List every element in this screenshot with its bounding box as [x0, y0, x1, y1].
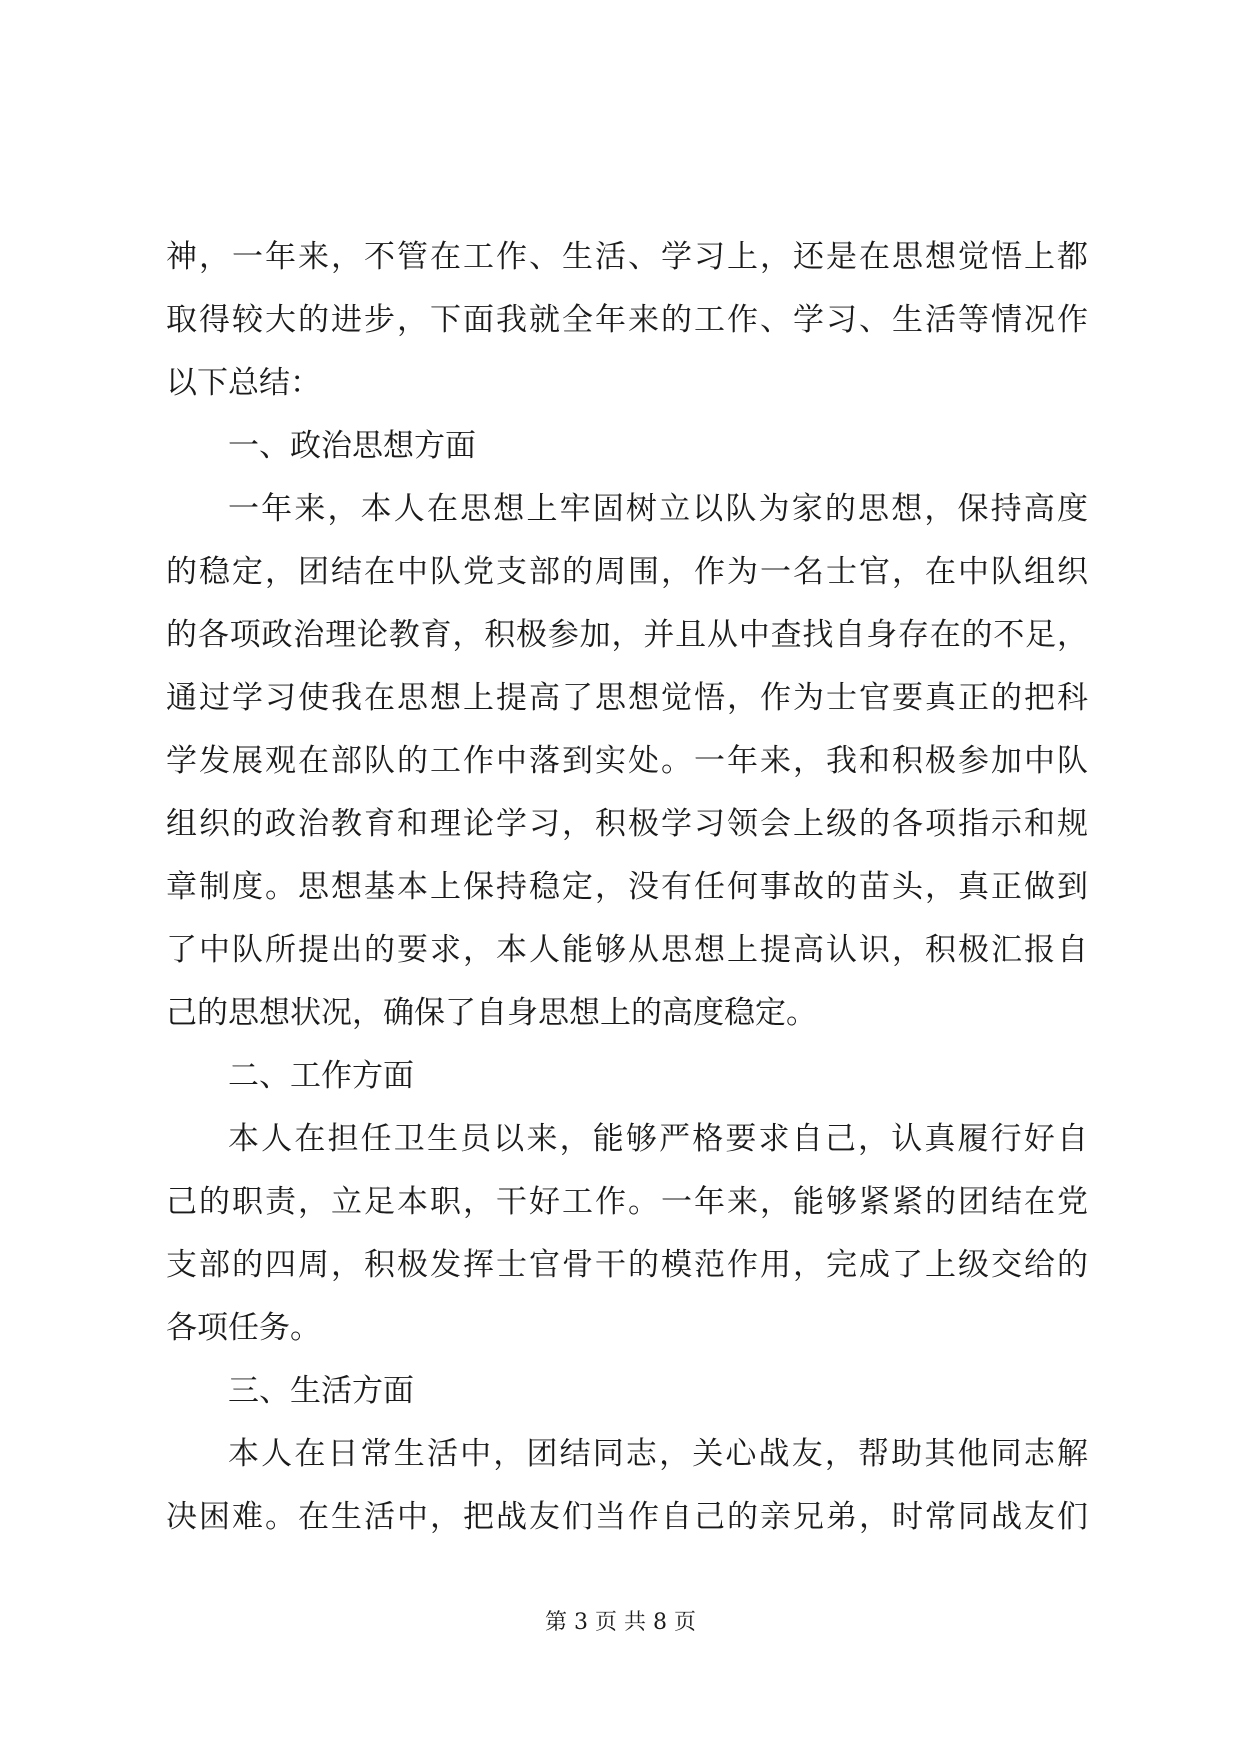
text-line: 神，一年来，不管在工作、生活、学习上，还是在思想觉悟上都 [166, 239, 1088, 275]
section-heading [166, 415, 1088, 478]
text-line: 本人在日常生活中，团结同志，关心战友，帮助其他同志解 [228, 1436, 1088, 1472]
paragraph [166, 226, 1088, 415]
text-line: 支部的四周，积极发挥士官骨干的模范作用，完成了上级交给的 [166, 1247, 1088, 1283]
text-line: 决困难。在生活中，把战友们当作自己的亲兄弟，时常同战友们 [166, 1499, 1088, 1535]
text-line: 本人在担任卫生员以来，能够严格要求自己，认真履行好自 [228, 1121, 1088, 1157]
paragraph [166, 1423, 1088, 1549]
text-line: 组织的政治教育和理论学习，积极学习领会上级的各项指示和规 [166, 806, 1088, 842]
section-heading [166, 1045, 1088, 1108]
document-body [166, 226, 1088, 1549]
heading-text: 三、生活方面 [228, 1373, 414, 1409]
text-line: 己的思想状况，确保了自身思想上的高度稳定。 [166, 995, 817, 1031]
text-line: 的各项政治理论教育，积极参加，并且从中查找自身存在的不足， [166, 617, 1088, 653]
text-line: 章制度。思想基本上保持稳定，没有任何事故的苗头，真正做到 [166, 869, 1088, 905]
section-heading [166, 1360, 1088, 1423]
page-footer: 第 3 页 共 8 页 [545, 1610, 696, 1635]
text-line: 学发展观在部队的工作中落到实处。一年来，我和积极参加中队 [166, 743, 1088, 779]
heading-text: 一、政治思想方面 [228, 428, 476, 464]
paragraph [166, 478, 1088, 1045]
text-line: 通过学习使我在思想上提高了思想觉悟，作为士官要真正的把科 [166, 680, 1088, 716]
text-line: 的稳定，团结在中队党支部的周围，作为一名士官，在中队组织 [166, 554, 1088, 590]
text-line: 一年来，本人在思想上牢固树立以队为家的思想，保持高度 [228, 491, 1088, 527]
paragraph [166, 1108, 1088, 1360]
text-line: 了中队所提出的要求，本人能够从思想上提高认识，积极汇报自 [166, 932, 1088, 968]
text-line: 己的职责，立足本职，干好工作。一年来，能够紧紧的团结在党 [166, 1184, 1088, 1220]
text-line: 各项任务。 [166, 1310, 321, 1346]
heading-text: 二、工作方面 [228, 1058, 414, 1094]
text-line: 以下总结： [166, 365, 321, 401]
text-line: 取得较大的进步，下面我就全年来的工作、学习、生活等情况作 [166, 302, 1088, 338]
